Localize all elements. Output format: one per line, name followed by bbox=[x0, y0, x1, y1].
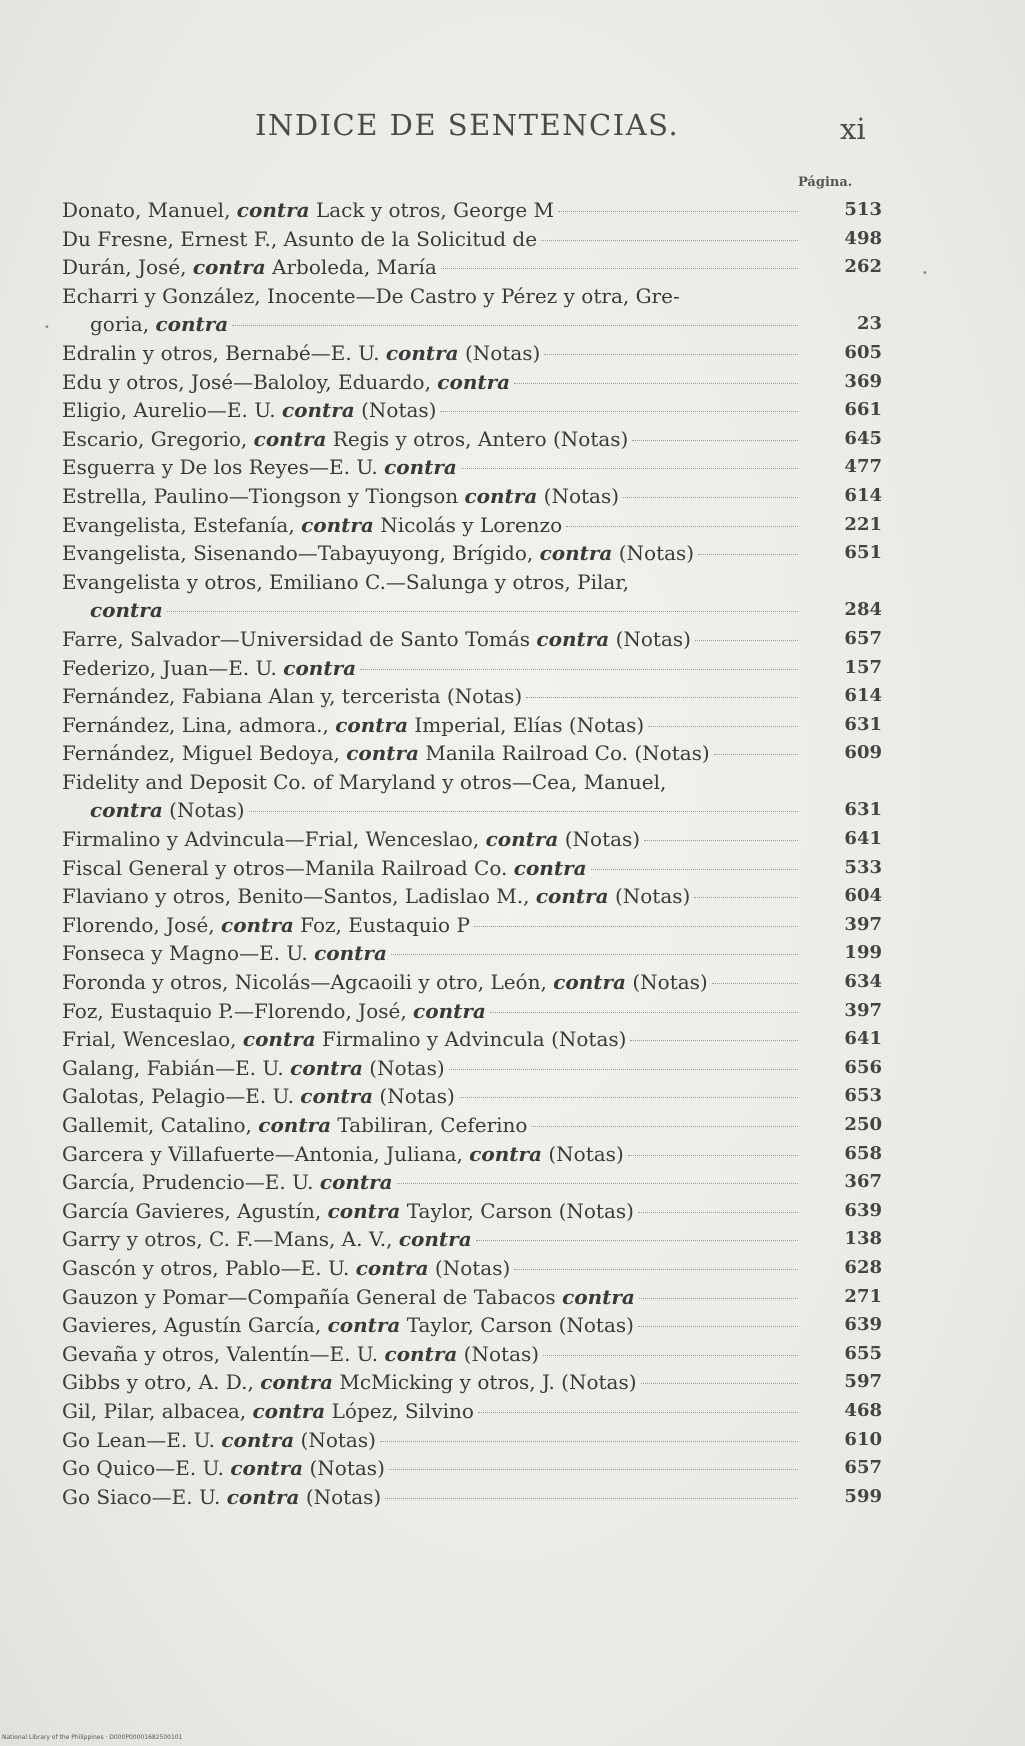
index-entry bbox=[62, 568, 882, 625]
entry-parties: Eligio, Aurelio—E. U. bbox=[62, 398, 282, 423]
entry-page: 639 bbox=[844, 1314, 882, 1336]
leader-dots bbox=[630, 1039, 798, 1041]
entry-page: 157 bbox=[844, 656, 882, 678]
leader-dots bbox=[440, 410, 798, 412]
entry-parties-after: (Notas) bbox=[609, 626, 691, 651]
entry-page: 604 bbox=[844, 885, 882, 907]
entry-page: 599 bbox=[844, 1485, 882, 1507]
entry-contra: contra bbox=[230, 1456, 304, 1481]
entry-contra: contra bbox=[385, 340, 459, 365]
entry-title bbox=[62, 1454, 385, 1483]
entry-contra: contra bbox=[301, 512, 374, 537]
page-column-header: Página. bbox=[798, 175, 853, 190]
index-entry bbox=[62, 1082, 882, 1111]
entry-parties: Du Fresne, Ernest F., Asunto de la Solicitud de bbox=[62, 226, 538, 251]
entry-page: 610 bbox=[844, 1428, 882, 1450]
entry-page: 477 bbox=[844, 456, 882, 478]
entry-parties: Escario, Gregorio, bbox=[62, 426, 254, 451]
entry-parties: Fernández, Miguel Bedoya, bbox=[62, 741, 347, 766]
entry-contra: contra bbox=[553, 970, 626, 995]
entry-parties-after: Lack y otros, George M bbox=[309, 198, 555, 222]
entry-title bbox=[62, 654, 356, 683]
entry-parties-after: (Notas) bbox=[542, 1141, 624, 1166]
entry-page: 609 bbox=[844, 742, 882, 764]
entry-title bbox=[62, 1025, 626, 1054]
entry-parties-after: López, Silvino bbox=[325, 1398, 474, 1423]
entry-parties: Durán, José, bbox=[62, 255, 193, 280]
entry-contra: contra bbox=[355, 1255, 429, 1280]
entry-title bbox=[62, 825, 640, 854]
entry-first-line: Fidelity and Deposit Co. of Maryland y otros—Cea, Manuel, bbox=[62, 769, 667, 794]
entry-parties-after: (Notas) bbox=[354, 398, 437, 423]
entry-title bbox=[62, 1197, 634, 1226]
entry-parties: Firmalino y Advincula—Frial, Wenceslao, bbox=[62, 827, 486, 852]
entry-title bbox=[62, 1168, 393, 1197]
index-entry bbox=[62, 1426, 882, 1455]
page-title: INDICE DE SENTENCIAS. bbox=[255, 108, 680, 142]
leader-dots bbox=[490, 1011, 798, 1013]
index-entry bbox=[62, 1340, 882, 1369]
entry-parties-after: Foz, Eustaquio P bbox=[293, 912, 470, 937]
index-entry bbox=[62, 482, 882, 511]
entry-title bbox=[62, 396, 436, 425]
entry-contra: contra bbox=[90, 798, 163, 823]
entry-title bbox=[62, 368, 510, 397]
entry-title bbox=[62, 1054, 445, 1083]
entry-parties: Federizo, Juan—E. U. bbox=[62, 655, 284, 680]
index-entry bbox=[62, 368, 882, 397]
leader-dots bbox=[543, 1354, 798, 1356]
index-entry bbox=[62, 768, 882, 825]
index-entry bbox=[62, 625, 882, 654]
entry-page: 661 bbox=[844, 399, 882, 421]
leader-dots bbox=[249, 810, 798, 812]
entry-parties-after: (Notas) bbox=[537, 483, 620, 508]
page-number: xi bbox=[840, 112, 866, 146]
entry-page: 369 bbox=[844, 370, 882, 392]
leader-dots bbox=[591, 868, 798, 870]
entry-parties-after: (Notas) bbox=[303, 1456, 385, 1481]
entry-contra: contra bbox=[221, 912, 294, 937]
entry-parties-after: McMicking y otros, J. (Notas) bbox=[333, 1370, 637, 1395]
entry-parties-after: (Notas) bbox=[626, 970, 708, 995]
entry-parties-after: (Notas) bbox=[612, 541, 695, 566]
entry-parties-after: (Notas) bbox=[608, 884, 691, 909]
entry-title bbox=[90, 310, 228, 339]
entry-contra: contra bbox=[562, 1284, 635, 1309]
entry-page: 397 bbox=[844, 999, 882, 1021]
leader-dots bbox=[389, 1468, 798, 1470]
entry-page: 655 bbox=[844, 1342, 882, 1364]
margin-mark: • bbox=[44, 322, 50, 333]
entry-parties: Foz, Eustaquio P.—Florendo, José, bbox=[62, 998, 414, 1023]
index-entry bbox=[62, 1483, 882, 1512]
leader-dots bbox=[441, 267, 798, 269]
entry-contra: contra bbox=[319, 1170, 393, 1195]
leader-dots bbox=[648, 725, 798, 727]
leader-dots bbox=[541, 239, 798, 241]
leader-dots bbox=[449, 1068, 798, 1070]
index-entry bbox=[62, 1140, 882, 1169]
entry-first-line: Echarri y González, Inocente—De Castro y Pérez y otra, Gre- bbox=[62, 283, 680, 308]
entry-parties: Farre, Salvador—Universidad de Santo Tomás bbox=[62, 626, 537, 651]
entry-parties: Gauzon y Pomar—Compañía General de Tabacos bbox=[62, 1284, 563, 1309]
entry-title bbox=[62, 1111, 527, 1140]
entry-title bbox=[62, 225, 537, 254]
index-entry bbox=[62, 282, 882, 339]
index-entry bbox=[62, 1454, 882, 1483]
entry-parties: Estrella, Paulino—Tiongson y Tiongson bbox=[62, 483, 465, 508]
index-entry bbox=[62, 1168, 882, 1197]
entry-parties-after: Firmalino y Advincula (Notas) bbox=[315, 1027, 627, 1052]
leader-dots bbox=[167, 610, 798, 612]
entry-parties: Go Lean—E. U. bbox=[62, 1427, 222, 1452]
leader-dots bbox=[391, 953, 798, 955]
entry-parties: Garry y otros, C. F.—Mans, A. V., bbox=[62, 1227, 399, 1252]
entry-contra: contra bbox=[536, 626, 610, 651]
entry-page: 645 bbox=[844, 427, 882, 449]
entry-parties: García, Prudencio—E. U. bbox=[62, 1170, 320, 1195]
entry-contra: contra bbox=[281, 398, 355, 423]
entry-contra: contra bbox=[290, 1055, 363, 1080]
entry-title bbox=[62, 1340, 539, 1369]
entry-contra: contra bbox=[300, 1084, 374, 1109]
leader-dots bbox=[526, 696, 798, 698]
index-entry bbox=[62, 654, 882, 683]
leader-dots bbox=[628, 1154, 798, 1156]
entry-contra: contra bbox=[283, 655, 357, 680]
entry-parties: Galang, Fabián—E. U. bbox=[62, 1055, 291, 1080]
leader-dots bbox=[632, 439, 798, 441]
leader-dots bbox=[566, 525, 798, 527]
entry-parties: Florendo, José, bbox=[62, 912, 222, 937]
entry-title bbox=[62, 1140, 624, 1169]
entry-page: 284 bbox=[844, 599, 882, 621]
entry-title bbox=[62, 1254, 510, 1283]
index-entry bbox=[62, 1368, 882, 1397]
index-entry bbox=[62, 854, 882, 883]
entry-page: 634 bbox=[844, 971, 882, 993]
index-entry bbox=[62, 1054, 882, 1083]
entry-first-line: Evangelista y otros, Emiliano C.—Salunga y otros, Pilar, bbox=[62, 569, 630, 594]
entry-title bbox=[62, 939, 387, 968]
entry-parties: Gascón y otros, Pablo—E. U. bbox=[62, 1255, 356, 1280]
entry-parties-after: (Notas) bbox=[362, 1055, 445, 1080]
entry-page: 605 bbox=[844, 341, 882, 363]
entry-parties: Galotas, Pelagio—E. U. bbox=[62, 1084, 301, 1109]
entry-contra: contra bbox=[226, 1484, 300, 1509]
entry-title bbox=[62, 453, 457, 482]
index-entry bbox=[62, 1197, 882, 1226]
entry-page: 631 bbox=[844, 799, 882, 821]
index-entry bbox=[62, 539, 882, 568]
index-entry bbox=[62, 997, 882, 1026]
entry-parties: goria, bbox=[90, 312, 156, 337]
entry-title bbox=[62, 854, 587, 883]
entry-title bbox=[62, 1483, 381, 1512]
index-entry bbox=[62, 453, 882, 482]
entry-page: 631 bbox=[844, 713, 882, 735]
index-entry bbox=[62, 939, 882, 968]
entry-contra: contra bbox=[335, 712, 409, 737]
entry-parties-after: Taylor, Carson (Notas) bbox=[400, 1198, 634, 1223]
entry-contra: contra bbox=[539, 541, 613, 566]
index-entry bbox=[62, 1397, 882, 1426]
entry-contra: contra bbox=[485, 827, 559, 852]
entry-title bbox=[62, 482, 619, 511]
entry-page: 651 bbox=[844, 542, 882, 564]
entry-title bbox=[90, 596, 163, 625]
entry-parties: Fonseca y Magno—E. U. bbox=[62, 941, 315, 966]
entry-parties: Gil, Pilar, albacea, bbox=[62, 1398, 253, 1423]
index-entry bbox=[62, 739, 882, 768]
index-entry bbox=[62, 825, 882, 854]
entry-contra: contra bbox=[513, 855, 587, 880]
index-entry bbox=[62, 1254, 882, 1283]
leader-dots bbox=[641, 1382, 798, 1384]
entry-title bbox=[62, 1283, 635, 1312]
index-entry bbox=[62, 196, 882, 225]
entry-page: 271 bbox=[844, 1285, 882, 1307]
index-entry bbox=[62, 1311, 882, 1340]
entry-page: 199 bbox=[844, 942, 882, 964]
entry-page: 614 bbox=[844, 484, 882, 506]
entry-contra: contra bbox=[253, 426, 327, 451]
entry-parties: Go Siaco—E. U. bbox=[62, 1484, 227, 1509]
entry-parties: Flaviano y otros, Benito—Santos, Ladislao M., bbox=[62, 884, 536, 909]
entry-parties-after: (Notas) bbox=[299, 1484, 382, 1509]
entry-contra: contra bbox=[252, 1398, 326, 1423]
entry-parties: Gallemit, Catalino, bbox=[62, 1113, 259, 1137]
entry-page: 653 bbox=[844, 1085, 882, 1107]
entry-parties: García Gavieres, Agustín, bbox=[62, 1198, 328, 1223]
leader-dots bbox=[558, 210, 798, 212]
index-entry bbox=[62, 1025, 882, 1054]
entry-contra: contra bbox=[437, 369, 511, 394]
leader-dots bbox=[461, 467, 798, 469]
page-header bbox=[0, 108, 1025, 148]
index-entry bbox=[62, 911, 882, 940]
entry-contra: contra bbox=[327, 1198, 401, 1223]
entry-page: 657 bbox=[844, 1457, 882, 1479]
entry-parties-after: (Notas) bbox=[558, 827, 641, 852]
leader-dots bbox=[385, 1497, 798, 1499]
entry-contra: contra bbox=[398, 1227, 472, 1252]
entry-title bbox=[62, 339, 540, 368]
entry-parties-after: Regis y otros, Antero (Notas) bbox=[326, 426, 629, 451]
entry-page: 657 bbox=[844, 627, 882, 649]
entry-contra: contra bbox=[314, 941, 387, 966]
entry-parties: Go Quico—E. U. bbox=[62, 1456, 231, 1481]
entry-page: 138 bbox=[844, 1228, 882, 1250]
entry-parties-after: Imperial, Elías (Notas) bbox=[408, 712, 645, 737]
entry-contra: contra bbox=[236, 198, 310, 222]
entry-contra: contra bbox=[464, 483, 538, 508]
entry-parties-after: (Notas) bbox=[458, 340, 541, 365]
entry-page: 250 bbox=[844, 1114, 882, 1135]
entry-page: 658 bbox=[844, 1142, 882, 1164]
entry-contra: contra bbox=[242, 1027, 316, 1052]
entry-title bbox=[62, 711, 644, 740]
leader-dots bbox=[695, 639, 798, 641]
scan-footer: National Library of the Philippines · D000P00001682500101 bbox=[2, 1734, 183, 1741]
index-entry bbox=[62, 1225, 882, 1254]
entry-title bbox=[90, 796, 245, 825]
entry-title bbox=[62, 739, 710, 768]
leader-dots bbox=[397, 1182, 798, 1184]
entry-page: 513 bbox=[844, 199, 882, 220]
entry-parties: Fiscal General y otros—Manila Railroad Co. bbox=[62, 855, 514, 880]
entry-title bbox=[62, 882, 690, 911]
entry-page: 639 bbox=[844, 1199, 882, 1221]
index-entry bbox=[62, 511, 882, 540]
entry-page: 533 bbox=[844, 856, 882, 878]
entry-contra: contra bbox=[535, 884, 609, 909]
index-entry bbox=[62, 968, 882, 997]
entry-parties: Esguerra y De los Reyes—E. U. bbox=[62, 455, 385, 480]
entry-contra: contra bbox=[258, 1113, 332, 1137]
entry-parties: Foronda y otros, Nicolás—Agcaoili y otro, León, bbox=[62, 970, 554, 995]
margin-mark: • bbox=[922, 268, 928, 279]
entry-title bbox=[62, 1368, 637, 1397]
entry-parties: Garcera y Villafuerte—Antonia, Juliana, bbox=[62, 1141, 470, 1166]
entry-title bbox=[62, 625, 691, 654]
entry-parties: Edu y otros, José—Baloloy, Eduardo, bbox=[62, 369, 438, 394]
index-entry bbox=[62, 253, 882, 282]
entry-parties: Evangelista, Sisenando—Tabayuyong, Brígido, bbox=[62, 541, 540, 566]
entry-page: 23 bbox=[856, 313, 882, 335]
entry-title bbox=[62, 1426, 376, 1455]
entry-page: 641 bbox=[844, 1028, 882, 1050]
entry-title bbox=[62, 1225, 472, 1254]
entry-title bbox=[62, 511, 562, 540]
entry-parties-after: (Notas) bbox=[428, 1255, 511, 1280]
entry-page: 367 bbox=[844, 1171, 882, 1193]
entry-parties: Gavieres, Agustín García, bbox=[62, 1313, 328, 1338]
leader-dots bbox=[478, 1411, 798, 1413]
entry-contra: contra bbox=[90, 598, 163, 623]
index-entry bbox=[62, 339, 882, 368]
leader-dots bbox=[638, 1325, 798, 1327]
entry-page: 628 bbox=[844, 1256, 882, 1278]
leader-dots bbox=[380, 1440, 798, 1442]
entry-page: 221 bbox=[844, 513, 882, 535]
entry-parties-after: Arboleda, María bbox=[265, 255, 437, 280]
leader-dots bbox=[623, 496, 798, 498]
entry-page: 397 bbox=[844, 913, 882, 935]
leader-dots bbox=[474, 925, 798, 927]
entry-title bbox=[62, 196, 554, 225]
leader-dots bbox=[459, 1096, 798, 1098]
entry-page: 498 bbox=[844, 227, 882, 249]
leader-dots bbox=[232, 324, 798, 326]
leader-dots bbox=[639, 1297, 798, 1299]
entry-parties: Gevaña y otros, Valentín—E. U. bbox=[62, 1341, 385, 1366]
entry-parties-after: Manila Railroad Co. (Notas) bbox=[419, 741, 710, 766]
entry-parties-after: (Notas) bbox=[457, 1341, 540, 1366]
entry-contra: contra bbox=[221, 1427, 295, 1452]
entry-parties-after: Tabiliran, Ceferino bbox=[331, 1113, 528, 1137]
entry-parties-after: Taylor, Carson (Notas) bbox=[400, 1313, 634, 1338]
entry-parties-after: (Notas) bbox=[162, 798, 245, 823]
entry-parties: Fernández, Lina, admora., bbox=[62, 712, 336, 737]
entry-title bbox=[62, 968, 708, 997]
entry-contra: contra bbox=[192, 255, 266, 280]
entry-contra: contra bbox=[155, 312, 229, 337]
entry-contra: contra bbox=[384, 455, 457, 480]
entry-title bbox=[62, 682, 522, 711]
index-entry bbox=[62, 1111, 882, 1140]
index-entry bbox=[62, 711, 882, 740]
leader-dots bbox=[644, 839, 798, 841]
leader-dots bbox=[712, 982, 798, 984]
entry-parties: Edralin y otros, Bernabé—E. U. bbox=[62, 340, 386, 365]
entry-title bbox=[62, 1311, 634, 1340]
entry-contra: contra bbox=[260, 1370, 333, 1395]
entry-page: 656 bbox=[844, 1056, 882, 1078]
entry-title bbox=[62, 997, 486, 1026]
entry-page: 641 bbox=[844, 828, 882, 850]
leader-dots bbox=[514, 1268, 798, 1270]
entry-contra: contra bbox=[327, 1313, 401, 1338]
index-list bbox=[62, 196, 882, 1511]
leader-dots bbox=[714, 753, 798, 755]
index-entry bbox=[62, 425, 882, 454]
index-entry bbox=[62, 1283, 882, 1312]
entry-title bbox=[62, 539, 694, 568]
leader-dots bbox=[694, 896, 798, 898]
entry-title bbox=[62, 911, 470, 940]
entry-parties: Donato, Manuel, bbox=[62, 198, 237, 222]
entry-parties-after: Nicolás y Lorenzo bbox=[373, 512, 563, 537]
index-entry bbox=[62, 225, 882, 254]
entry-title bbox=[62, 1397, 474, 1426]
entry-parties: Fernández, Fabiana Alan y, tercerista (Notas) bbox=[62, 684, 523, 709]
entry-contra: contra bbox=[469, 1141, 543, 1166]
entry-page: 468 bbox=[844, 1399, 882, 1421]
leader-dots bbox=[514, 382, 798, 384]
leader-dots bbox=[638, 1211, 798, 1213]
entry-parties: Evangelista, Estefanía, bbox=[62, 512, 302, 537]
leader-dots bbox=[531, 1125, 798, 1127]
entry-parties: Frial, Wenceslao, bbox=[62, 1027, 243, 1052]
leader-dots bbox=[698, 553, 798, 555]
leader-dots bbox=[544, 353, 798, 355]
entry-contra: contra bbox=[384, 1341, 458, 1366]
leader-dots bbox=[476, 1239, 798, 1241]
index-entry bbox=[62, 396, 882, 425]
entry-parties-after: (Notas) bbox=[373, 1084, 455, 1109]
leader-dots bbox=[360, 668, 798, 670]
entry-page: 262 bbox=[844, 256, 882, 278]
index-entry bbox=[62, 882, 882, 911]
entry-parties: Gibbs y otro, A. D., bbox=[62, 1370, 261, 1395]
entry-contra: contra bbox=[413, 998, 486, 1023]
entry-parties-after: (Notas) bbox=[294, 1427, 376, 1452]
entry-title bbox=[62, 425, 628, 454]
entry-contra: contra bbox=[346, 741, 420, 766]
entry-title bbox=[62, 1082, 455, 1111]
entry-page: 597 bbox=[844, 1371, 882, 1393]
index-entry bbox=[62, 682, 882, 711]
entry-page: 614 bbox=[844, 685, 882, 707]
entry-title bbox=[62, 253, 437, 282]
